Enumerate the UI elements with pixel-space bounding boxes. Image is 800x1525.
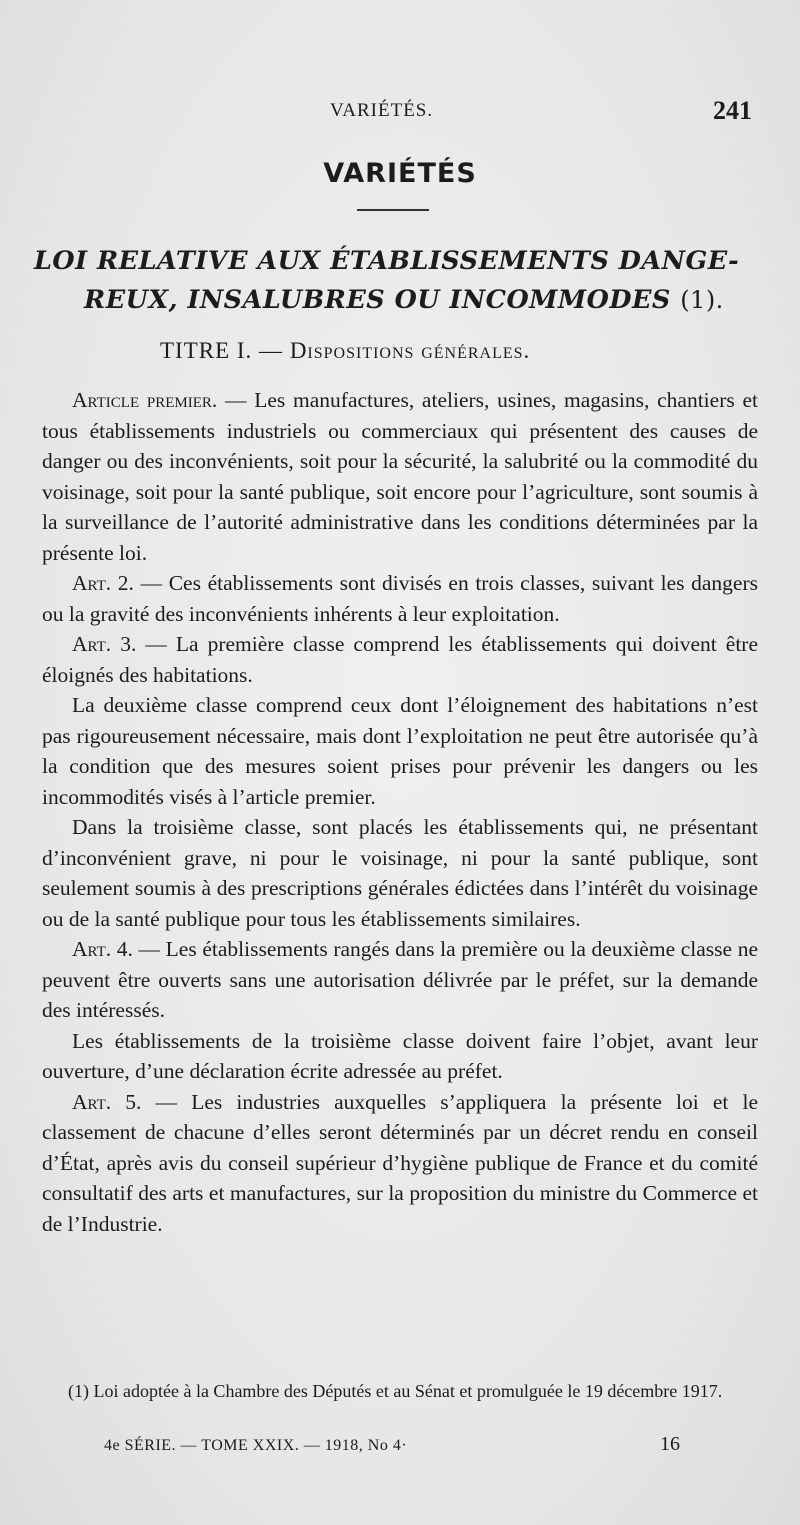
page-footer (0, 1433, 800, 1459)
series-line: 4e SÉRIE. — TOME XXIX. — 1918, No 4· (104, 1437, 408, 1454)
paragraph-text: — La première classe comprend les établissements qui doivent être éloignés des habitations. (42, 632, 758, 687)
article-lead: Art. 2. (72, 571, 134, 595)
titre-name: Dispositions générales. (289, 338, 531, 363)
titre-heading (160, 338, 530, 364)
running-head (0, 96, 800, 130)
paragraph (42, 568, 758, 629)
paragraph (42, 1026, 758, 1087)
page-number: 241 (713, 96, 752, 125)
paragraph-text: La deuxième classe comprend ceux dont l’éloignement des habitations n’est pas rigoureusement nécessaire, mais dont l’exploitation ne peut être autorisée qu’à la condition que des mesures soient prises pour prévenir les dangers ou les incommodités visés à l’article premier. (42, 693, 758, 809)
article-lead: Art. 3. (72, 632, 137, 656)
law-title-line-1: LOI RELATIVE AUX ÉTABLISSEMENTS DANGE- (34, 246, 740, 276)
paragraph (42, 934, 758, 1026)
paragraph-text: — Les établissements rangés dans la première ou la deuxième classe ne peuvent être ouverts sans une autorisation délivrée par le préfet, sur la demande des intéressés. (42, 937, 758, 1022)
law-title (34, 242, 764, 320)
title-rule (357, 209, 429, 211)
signature-mark: 16 (660, 1433, 680, 1455)
running-head-title: VARIÉTÉS. (330, 100, 434, 121)
paragraph-text: — Les manufactures, ateliers, usines, magasins, chantiers et tous établissements industriels ou commerciaux qui présentent des causes de danger ou des inconvénients, soit pour la sécurité, la salubrité ou la commodité du voisinage, soit pour la santé publique, soit encore pour l’agriculture, sont soumis à la surveillance de l’autorité administrative dans les conditions déterminées par la présente loi. (42, 388, 758, 565)
paragraph (42, 385, 758, 568)
law-title-line-2: REUX, INSALUBRES OU INCOMMODES (84, 285, 671, 315)
paragraph (42, 812, 758, 934)
paragraph-text: Dans la troisième classe, sont placés les établissements qui, ne présentant d’inconvénient grave, ni pour le voisinage, ni pour la santé publique, sont seulement soumis à des prescriptions générales édictées dans l’intérêt du voisinage ou de la santé publique pour tous les établissements similaires. (42, 815, 758, 931)
law-title-line-2-wrap (34, 281, 764, 320)
article-lead: Art. 5. (72, 1089, 142, 1114)
footnote-reference: (1). (680, 286, 724, 314)
article-lead: Art. 4. (72, 937, 133, 961)
paragraph (42, 629, 758, 690)
article-lead: Article premier. (72, 388, 218, 412)
article-body (42, 385, 758, 1239)
paragraph-text: Les établissements de la troisième classe doivent faire l’objet, avant leur ouverture, d’une déclaration écrite adressée au préfet. (42, 1028, 758, 1083)
section-title: VARIÉTÉS (323, 158, 477, 189)
titre-label: TITRE I. — (160, 338, 284, 363)
paragraph-text: — Ces établissements sont divisés en trois classes, suivant les dangers ou la gravité des inconvénients inhérents à leur exploitation. (42, 571, 759, 626)
paragraph-text: — Les industries auxquelles s’appliquera la présente loi et le classement de chacune d’elles seront déterminés par un décret rendu en conseil d’État, après avis du conseil supérieur d’hygiène publique de France et du comité consultatif des arts et manufactures, sur la proposition du ministre du Commerce et de l’Industrie. (42, 1089, 758, 1236)
footnote: (1) Loi adoptée à la Chambre des Députés et au Sénat et promulguée le 19 décembre 1917. (68, 1381, 723, 1401)
paragraph (42, 1087, 758, 1240)
paragraph (42, 690, 758, 812)
